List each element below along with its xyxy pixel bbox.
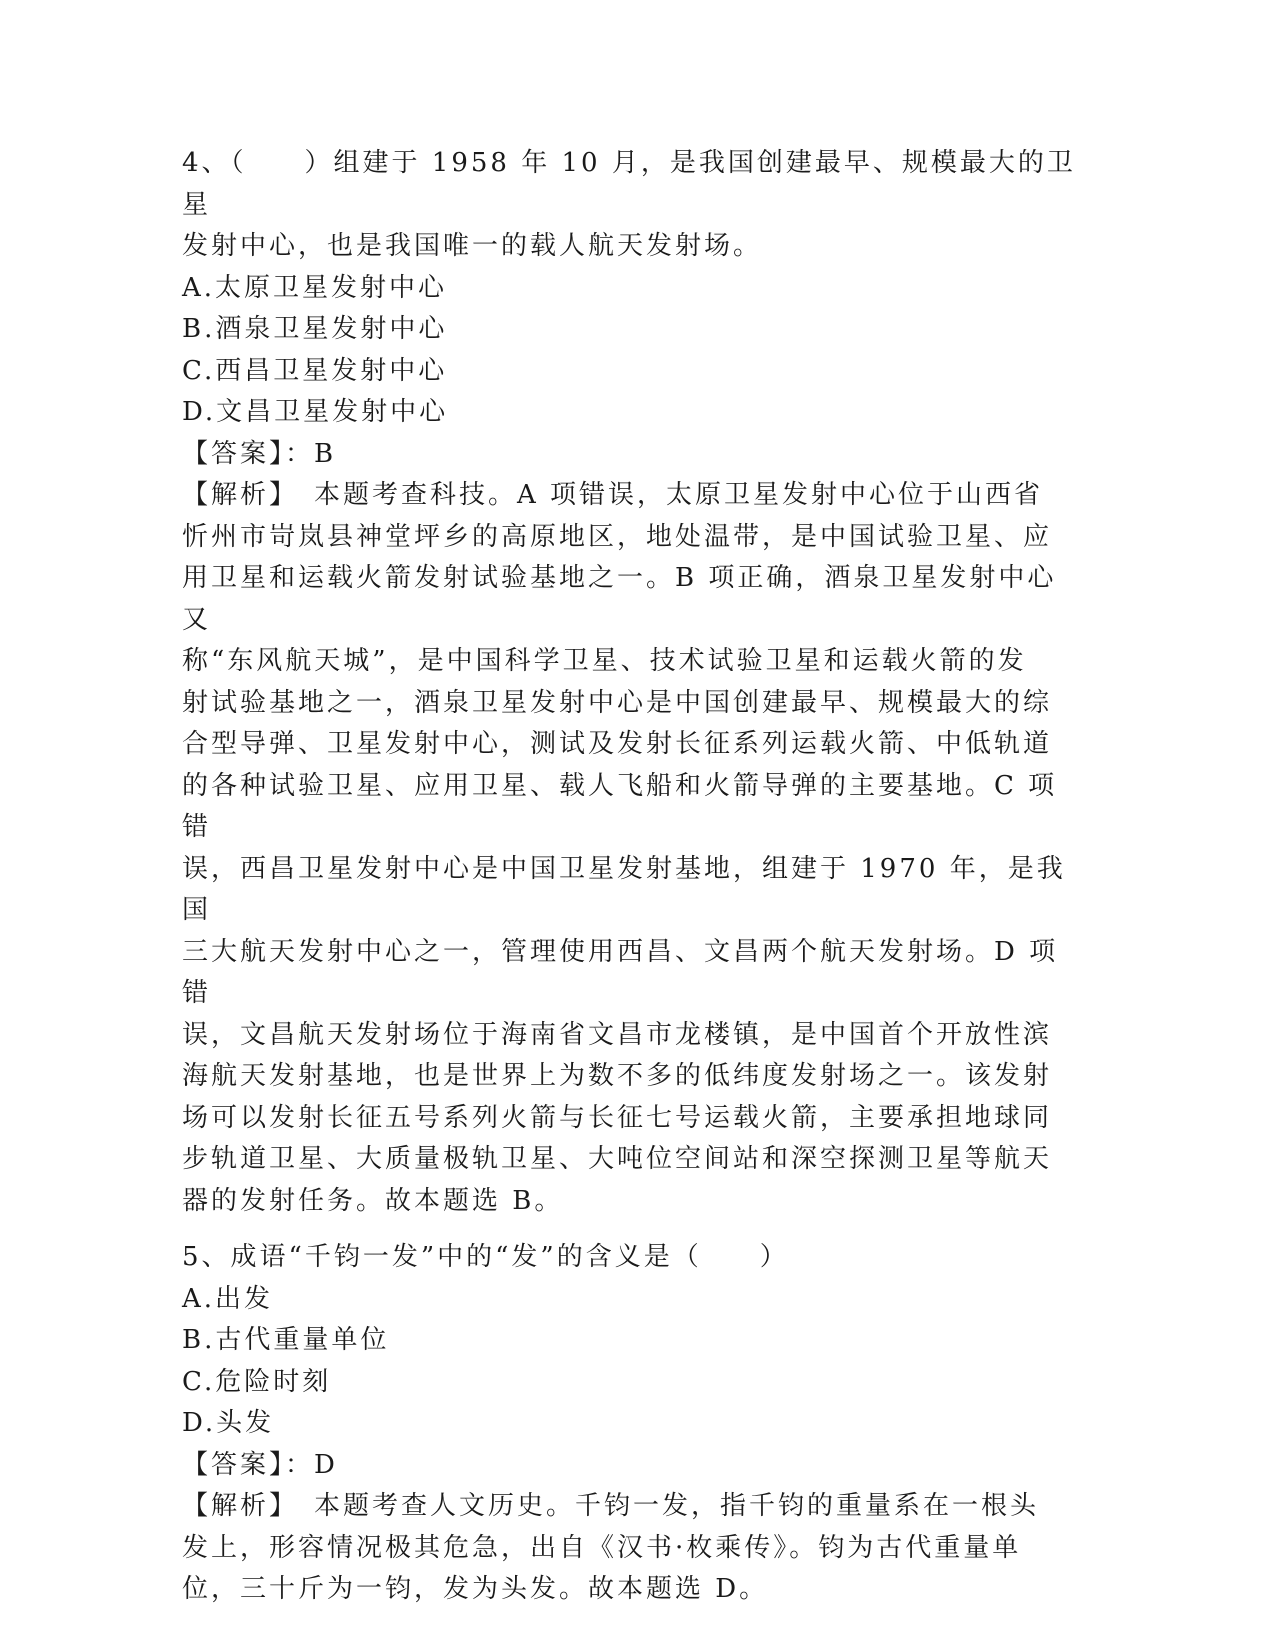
analysis-line: 射试验基地之一，酒泉卫星发射中心是中国创建最早、规模最大的综 [182,687,1053,718]
analysis-line: 的各种试验卫星、应用卫星、载人飞船和火箭导弹的主要基地。C 项错 [182,770,1058,842]
option-b: B.古代重量单位 [182,1325,390,1355]
question-spacer [182,1222,1082,1237]
question-5 [182,1237,1082,1611]
option-c: C.危险时刻 [182,1366,332,1397]
answer-line: 【答案】：D [182,1449,338,1480]
question-stem-line: 4、（ ）组建于 1958 年 10 月，是我国创建最早、规模最大的卫星 [182,148,1076,220]
option-b: B.酒泉卫星发射中心 [182,314,448,344]
analysis-line: 位，三十斤为一钧，发为头发。故本题选 D。 [182,1574,769,1604]
analysis-line: 误，文昌航天发射场位于海南省文昌市龙楼镇，是中国首个开放性滨 [182,1019,1053,1050]
option-d: D.头发 [182,1408,275,1438]
analysis-line: 步轨道卫星、大质量极轨卫星、大吨位空间站和深空探测卫星等航天 [182,1144,1053,1174]
analysis-line: 三大航天发射中心之一，管理使用西昌、文昌两个航天发射场。D 项错 [182,936,1059,1008]
question-4 [182,143,1082,1222]
question-stem-line: 5、成语“千钧一发”中的“发”的含义是（ ） [182,1242,789,1272]
question-stem-line: 发射中心，也是我国唯一的载人航天发射场。 [182,231,763,261]
analysis-line: 场可以发射长征五号系列火箭与长征七号运载火箭，主要承担地球同 [182,1102,1053,1133]
analysis-line: 误，西昌卫星发射中心是中国卫星发射基地，组建于 1970 年，是我国 [182,853,1066,925]
option-a: A.出发 [182,1283,274,1314]
option-a: A.太原卫星发射中心 [182,272,448,303]
analysis-line: 【解析】 本题考查科技。A 项错误，太原卫星发射中心位于山西省 [182,480,1044,510]
document-page [182,143,1082,1611]
analysis-line: 器的发射任务。故本题选 B。 [182,1185,564,1216]
option-c: C.西昌卫星发射中心 [182,355,448,386]
analysis-line: 海航天发射基地，也是世界上为数不多的低纬度发射场之一。该发射 [182,1061,1053,1091]
analysis-line: 【解析】 本题考查人文历史。千钧一发，指千钧的重量系在一根头 [182,1491,1040,1521]
analysis-line: 发上，形容情况极其危急，出自《汉书·枚乘传》。钧为古代重量单 [182,1532,1022,1563]
answer-line: 【答案】：B [182,438,337,469]
option-d: D.文昌卫星发射中心 [182,397,449,427]
analysis-line: 忻州市岢岚县神堂坪乡的高原地区，地处温带，是中国试验卫星、应 [182,521,1053,552]
analysis-line: 合型导弹、卫星发射中心，测试及发射长征系列运载火箭、中低轨道 [182,729,1053,759]
analysis-line: 称“东风航天城”，是中国科学卫星、技术试验卫星和运载火箭的发 [182,646,1027,676]
analysis-line: 用卫星和运载火箭发射试验基地之一。B 项正确，酒泉卫星发射中心又 [182,563,1057,635]
